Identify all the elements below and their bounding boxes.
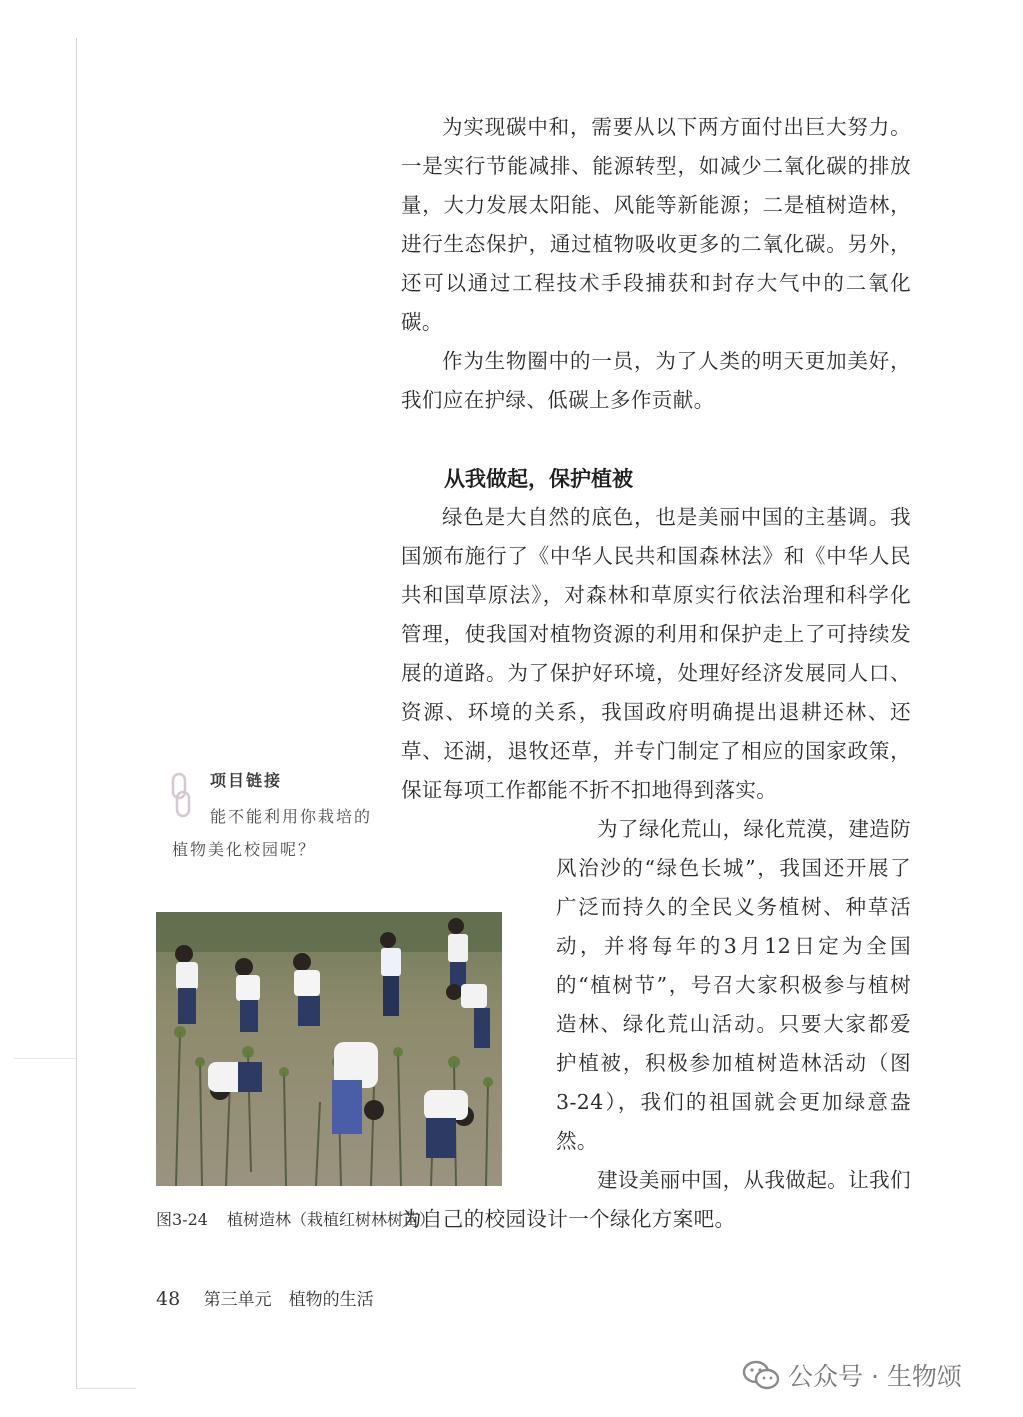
paragraph-carbon-neutral: 为实现碳中和，需要从以下两方面付出巨大努力。一是实行节能减排、能源转型，如减少二氧化碳的排放量，大力发展太阳能、风能等新能源；二是植树造林，进行生态保护，通过植物吸收更多的二氧化碳。另外，还可以通过工程技术手段捕获和封存大气中的二氧化碳。 [401, 115, 911, 334]
figure-caption [156, 1207, 435, 1230]
watermark-text: 公众号 · 生物颂 [788, 1362, 962, 1391]
page-number: 48 [156, 1288, 181, 1310]
paragraph-tree-planting: 为了绿化荒山，绿化荒漠，建造防风治沙的“绿色长城”，我国还开展了广泛而持久的全民义务植树、种草活动，并将每年的3月12日定为全国的“植树节”，号召大家积极参与植树造林、绿化荒山活动。只要大家都爱护植被，积极参加植树造林活动（图3-24），我们的祖国就会更加绿意盎然。 [556, 817, 911, 1153]
upper-text-block [401, 108, 911, 420]
tree-planting-photo [156, 912, 502, 1186]
section-heading: 从我做起，保护植被 [444, 467, 633, 491]
project-link-title: 项目链接 [210, 771, 283, 790]
figure-number: 图3-24 [156, 1210, 208, 1229]
paragraph-green-laws: 绿色是大自然的底色，也是美丽中国的主基调。我国颁布施行了《中华人民共和国森林法》和《中华人民共和国草原法》，对森林和草原实行依法治理和科学化管理，使我国对植物资源的利用和保护走上了可持续发展的道路。为了保护好环境，处理好经济发展同人口、资源、环境的关系，我国政府明确提出退耕还林、还草、还湖，退牧还草，并专门制定了相应的国家政策，保证每项工作都能不折不扣地得到落实。 [401, 505, 911, 802]
wechat-icon [742, 1360, 780, 1390]
paragraph-contribution: 作为生物圈中的一员，为了人类的明天更加美好，我们应在护绿、低碳上多作贡献。 [401, 349, 911, 412]
figure-caption-text: 植树造林（栽植红树林树苗） [227, 1210, 436, 1229]
project-link-question: 能不能利用你栽培的植物美化校园呢？ [172, 807, 373, 859]
unit-title: 第三单元 植物的生活 [203, 1290, 374, 1310]
corner-line [76, 1388, 136, 1389]
binding-line [76, 38, 77, 1388]
margin-mark [14, 1058, 76, 1059]
wechat-watermark [742, 1357, 962, 1393]
page-footer [156, 1285, 374, 1310]
paragraph-beautiful-china: 建设美丽中国，从我做起。让我们为自己的校园设计一个绿化方案吧。 [401, 1168, 911, 1231]
students-planting-illustration [156, 912, 502, 1186]
